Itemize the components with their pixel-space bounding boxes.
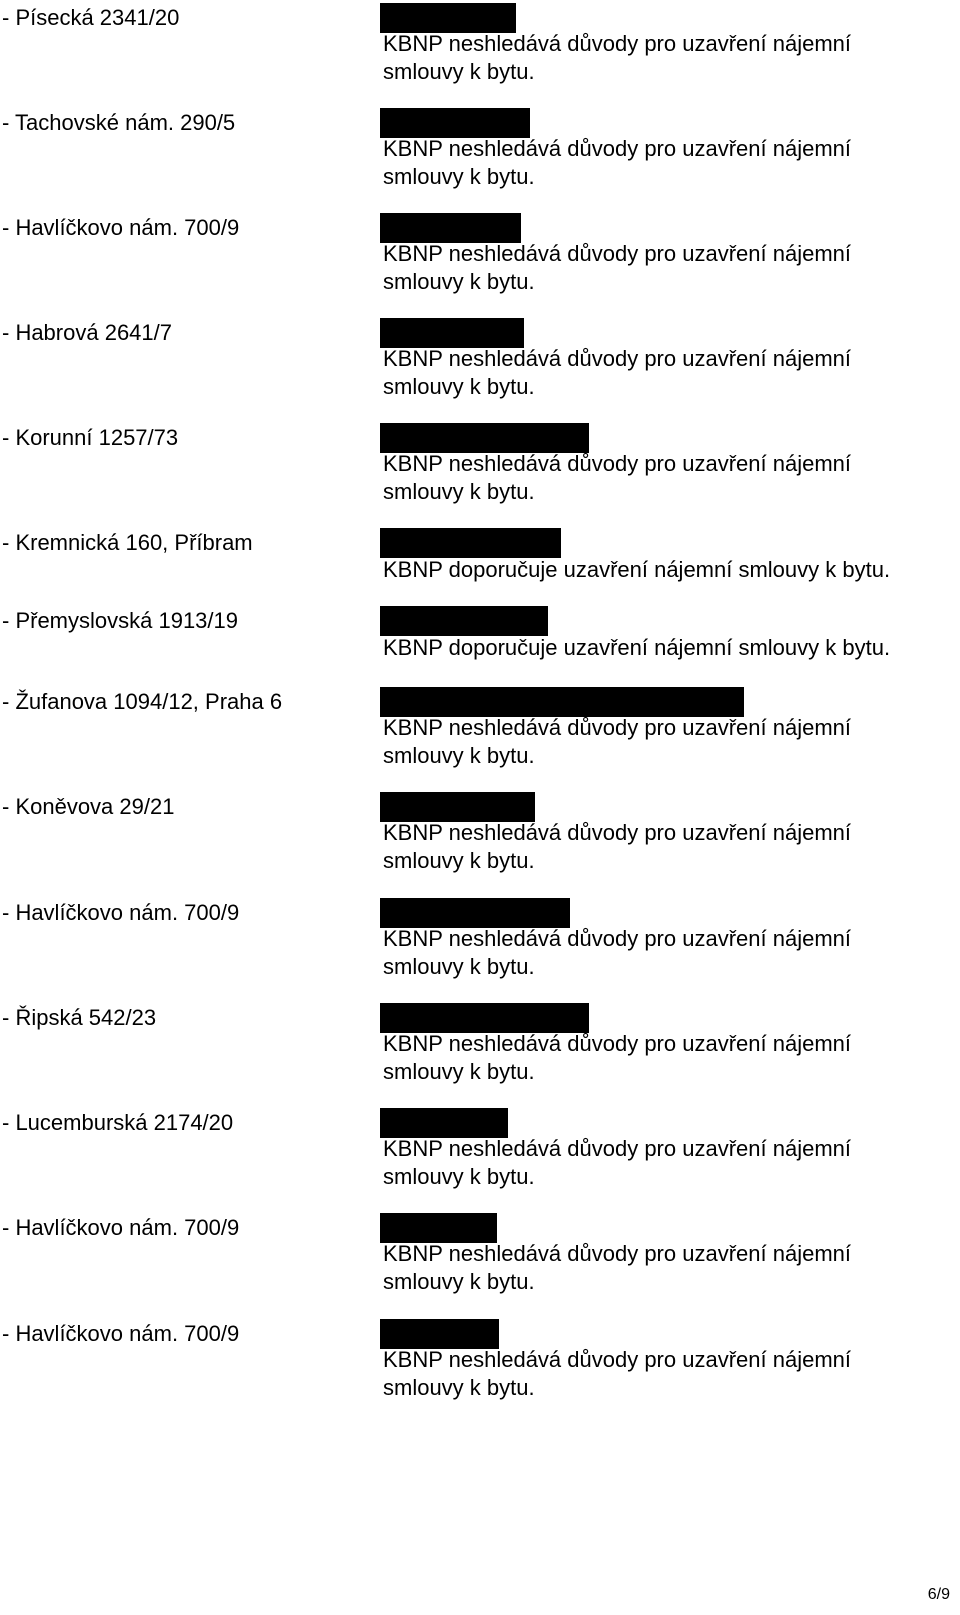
entry-address: - Přemyslovská 1913/19 (2, 608, 238, 633)
entry-decision (383, 135, 851, 191)
entry-address: - Habrová 2641/7 (2, 320, 172, 345)
redacted-name (380, 1108, 508, 1138)
decision-line-1: KBNP neshledává důvody pro uzavření nájemní (383, 715, 851, 740)
decision-line-2: smlouvy k bytu. (383, 1375, 535, 1400)
entry-decision (383, 1240, 851, 1296)
decision-line-1: KBNP doporučuje uzavření nájemní smlouvy k bytu. (383, 557, 891, 582)
decision-line-2: smlouvy k bytu. (383, 1269, 535, 1294)
entry-decision (383, 240, 851, 296)
decision-line-1: KBNP neshledává důvody pro uzavření nájemní (383, 926, 851, 951)
entry-decision (383, 925, 851, 981)
entry-decision (383, 450, 851, 506)
entry-address: - Tachovské nám. 290/5 (2, 110, 236, 135)
decision-line-1: KBNP neshledává důvody pro uzavření nájemní (383, 820, 851, 845)
entry-address: - Koněvova 29/21 (2, 794, 175, 819)
decision-line-2: smlouvy k bytu. (383, 164, 535, 189)
decision-line-1: KBNP neshledává důvody pro uzavření nájemní (383, 1241, 851, 1266)
entry-address: - Lucemburská 2174/20 (2, 1110, 234, 1135)
entry-decision (383, 1030, 851, 1086)
decision-line-1: KBNP neshledává důvody pro uzavření nájemní (383, 31, 851, 56)
decision-line-2: smlouvy k bytu. (383, 374, 535, 399)
entry-address: - Řipská 542/23 (2, 1005, 157, 1030)
entry-address: - Žufanova 1094/12, Praha 6 (2, 689, 283, 714)
decision-line-2: smlouvy k bytu. (383, 1164, 535, 1189)
page-number: 6/9 (927, 1586, 950, 1603)
redacted-name (380, 213, 521, 243)
decision-line-2: smlouvy k bytu. (383, 954, 535, 979)
entry-decision (383, 714, 851, 770)
entry-address: - Havlíčkovo nám. 700/9 (2, 900, 240, 925)
entry-address: - Korunní 1257/73 (2, 425, 179, 450)
decision-line-1: KBNP neshledává důvody pro uzavření nájemní (383, 1136, 851, 1161)
entry-decision (383, 634, 890, 662)
entry-decision (383, 30, 851, 86)
redacted-name (380, 423, 589, 453)
decision-line-2: smlouvy k bytu. (383, 269, 535, 294)
redacted-name (380, 528, 561, 558)
entry-decision (383, 345, 851, 401)
entry-address: - Havlíčkovo nám. 700/9 (2, 1321, 240, 1346)
entry-address: - Havlíčkovo nám. 700/9 (2, 215, 240, 240)
decision-line-1: KBNP neshledává důvody pro uzavření nájemní (383, 1347, 851, 1372)
entry-address: - Kremnická 160, Příbram (2, 530, 253, 555)
decision-line-1: KBNP neshledává důvody pro uzavření nájemní (383, 136, 851, 161)
redacted-name (380, 687, 744, 717)
entry-address: - Písecká 2341/20 (2, 5, 180, 30)
redacted-name (380, 1213, 497, 1243)
entry-decision (383, 819, 851, 875)
decision-line-2: smlouvy k bytu. (383, 479, 535, 504)
decision-line-1: KBNP neshledává důvody pro uzavření nájemní (383, 451, 851, 476)
decision-line-2: smlouvy k bytu. (383, 743, 535, 768)
decision-line-1: KBNP neshledává důvody pro uzavření nájemní (383, 346, 851, 371)
redacted-name (380, 1003, 589, 1033)
redacted-name (380, 792, 535, 822)
entry-decision (383, 556, 890, 584)
redacted-name (380, 606, 548, 636)
entry-decision (383, 1346, 851, 1402)
decision-line-1: KBNP neshledává důvody pro uzavření nájemní (383, 1031, 851, 1056)
decision-line-2: smlouvy k bytu. (383, 1059, 535, 1084)
decision-line-2: smlouvy k bytu. (383, 59, 535, 84)
redacted-name (380, 3, 516, 33)
entry-address: - Havlíčkovo nám. 700/9 (2, 1215, 240, 1240)
entry-decision (383, 1135, 851, 1191)
decision-line-2: smlouvy k bytu. (383, 848, 535, 873)
redacted-name (380, 318, 524, 348)
decision-line-1: KBNP doporučuje uzavření nájemní smlouvy k bytu. (383, 635, 891, 660)
redacted-name (380, 1319, 499, 1349)
decision-line-1: KBNP neshledává důvody pro uzavření nájemní (383, 241, 851, 266)
redacted-name (380, 898, 570, 928)
redacted-name (380, 108, 530, 138)
